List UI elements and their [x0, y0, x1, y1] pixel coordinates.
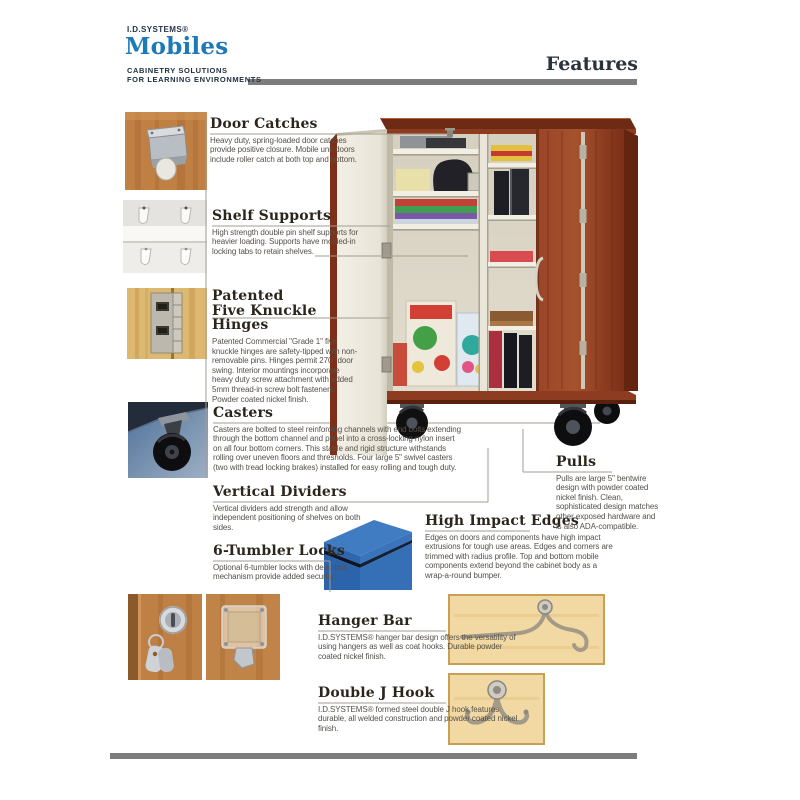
feature-double-j-hook	[318, 686, 524, 733]
feature-hanger-bar	[318, 614, 524, 661]
footer-rule	[110, 753, 637, 759]
feature-title: High Impact Edges	[425, 513, 579, 529]
feature-title: 6-Tumbler Locks	[213, 543, 345, 559]
lock-cover-photo	[206, 594, 280, 680]
feature-casters	[213, 406, 465, 473]
feature-title: Double J Hook	[318, 685, 435, 701]
feature-body: Pulls are large 5" bentwire design with powder coated nickel finish. Clean, sophisticated design matches other exposed hardware and is also ADA-compatible.	[556, 473, 659, 531]
feature-shelf-supports	[212, 209, 362, 256]
feature-door-catches	[210, 117, 362, 164]
feature-body: Vertical dividers add strength and allow independent positioning of shelves on both sides.	[213, 503, 361, 532]
feature-title: Casters	[213, 405, 274, 421]
feature-title	[212, 289, 362, 333]
feature-vertical-dividers	[213, 485, 363, 532]
feature-title: Shelf Supports	[212, 208, 332, 224]
feature-tumbler-locks	[213, 544, 353, 582]
header-rule	[248, 79, 637, 85]
feature-five-knuckle-hinges	[212, 289, 362, 404]
feature-title-line1: Patented	[212, 288, 284, 304]
feature-body: Heavy duty, spring-loaded door catches provide positive closure. Mobile unit doors include roller catch at both top and bottom.	[210, 135, 357, 164]
brand-name: I.D.SYSTEMS®	[127, 25, 189, 34]
feature-title: Vertical Dividers	[213, 484, 347, 500]
five-knuckle-hinge-photo	[127, 288, 207, 359]
feature-body: Edges on doors and components have high impact extrusions for tough use areas. Edges and corners are trimmed with radius profile. Top and bottom mobile components extend beyond the cabinet body as a wrap-a-round bumper.	[425, 532, 613, 581]
shelf-supports-photo	[123, 200, 207, 273]
feature-body: High strength double pin shelf supports for heavier loading. Supports have molded-in locking tabs to retain shelves.	[212, 227, 359, 256]
feature-pulls	[556, 455, 662, 531]
brand-tagline	[127, 66, 262, 85]
feature-body: Optional 6-tumbler locks with dead bolt mechanism provide added security.	[213, 562, 347, 582]
tagline-line1: CABINETRY SOLUTIONS	[127, 66, 228, 75]
feature-title: Hanger Bar	[318, 613, 412, 629]
caster-photo	[128, 402, 208, 478]
section-label: Features	[545, 53, 638, 75]
lock-cylinder-photo	[128, 594, 202, 680]
feature-title: Door Catches	[210, 116, 318, 132]
feature-title: Pulls	[556, 454, 597, 470]
feature-body: Patented Commercial "Grade 1" five knuckle hinges are safety-tipped with non-removable pins. Hinges permit 270° door swing. Interior mountings incorporate heavy duty screw attachment with added 5mm thread-in screw bolt fasteners. Powder coated nickel finish.	[212, 337, 358, 404]
feature-body: Casters are bolted to steel reinforcing channels with end bolts extending through the bottom channel and panel into a cross-locking nylon insert on all four bottom corners. This stable and rigid structure withstands rolling over uneven floors and thresholds. Four large 5" swivel casters (two with tread locking brakes) installed for easy rolling and tough duty.	[213, 424, 461, 473]
feature-title-line2: Five Knuckle Hinges	[212, 302, 317, 334]
feature-body: I.D.SYSTEMS® hanger bar design offers the versatility of using hangers as well as coat hooks. Durable powder coated nickel finish.	[318, 632, 516, 661]
door-catch-photo	[125, 112, 207, 190]
feature-body: I.D.SYSTEMS® formed steel double J hook features durable, all welded construction and powder coated nickel finish.	[318, 704, 518, 733]
page-title: Mobiles	[125, 33, 229, 60]
tagline-line2: FOR LEARNING ENVIRONMENTS	[127, 75, 262, 85]
